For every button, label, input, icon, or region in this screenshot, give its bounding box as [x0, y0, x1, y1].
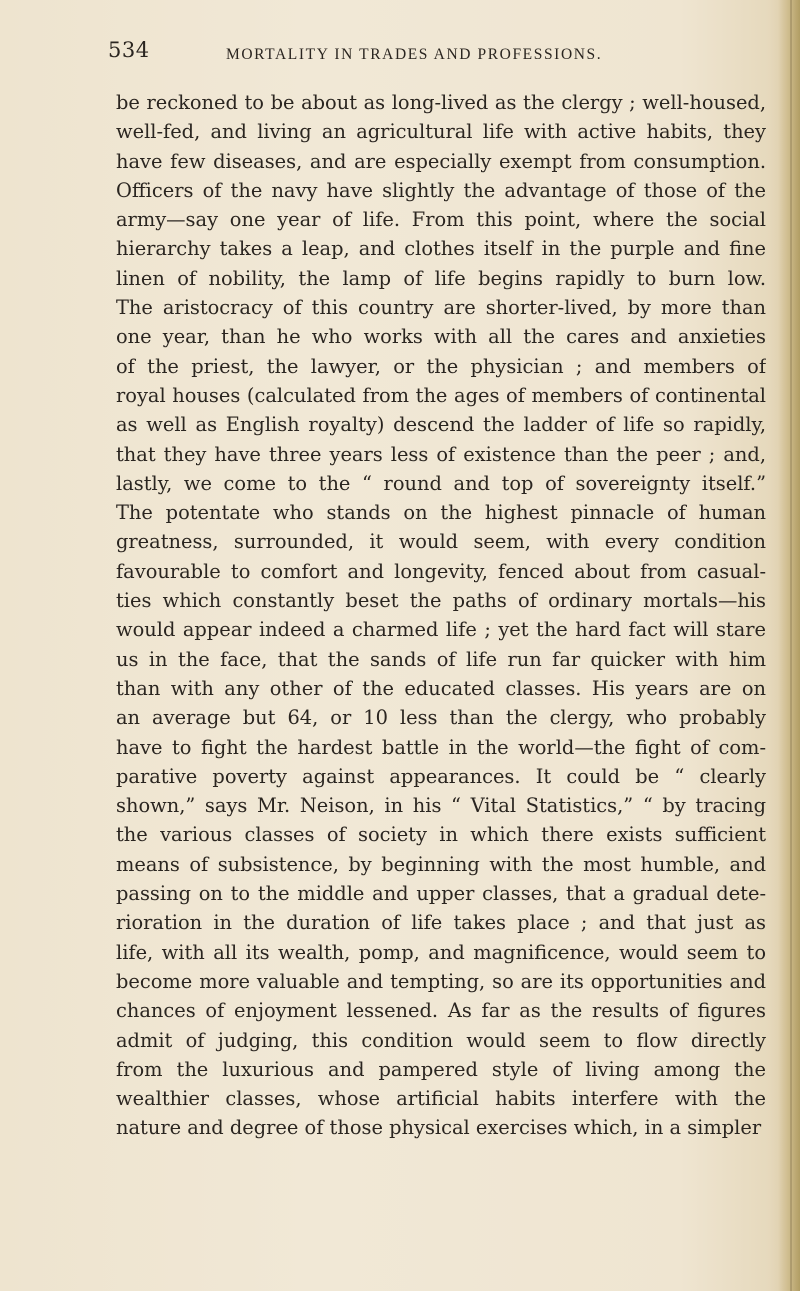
text-line: than with any other of the educated classes. His years are on: [116, 676, 766, 700]
page-edge-shadow: [778, 0, 800, 1291]
page-number: 534: [108, 38, 150, 62]
text-line: passing on to the middle and upper classes, that a gradual dete-: [116, 882, 766, 906]
text-line: an average but 64, or 10 less than the clergy, who probably: [116, 706, 766, 730]
text-line: hierarchy takes a leap, and clothes itself in the purple and fine: [116, 237, 766, 261]
text-line: well-fed, and living an agricultural life with active habits, they: [116, 120, 766, 144]
text-line: wealthier classes, whose artificial habits interfere with the: [116, 1087, 766, 1111]
text-line: one year, than he who works with all the cares and anxieties: [116, 325, 766, 349]
text-line: from the luxurious and pampered style of living among the: [116, 1057, 766, 1081]
text-line: of the priest, the lawyer, or the physician ; and members of: [116, 354, 766, 378]
text-line: the various classes of society in which there exists sufficient: [116, 823, 766, 847]
page-edge-line: [790, 0, 792, 1291]
text-line: means of subsistence, by beginning with the most humble, and: [116, 852, 766, 876]
text-line: nature and degree of those physical exercises which, in a simpler: [116, 1116, 762, 1140]
text-line: Officers of the navy have slightly the advantage of those of the: [116, 178, 766, 202]
running-head: MORTALITY IN TRADES AND PROFESSIONS.: [226, 46, 603, 63]
text-line: as well as English royalty) descend the ladder of life so rapidly,: [116, 413, 766, 437]
text-line: admit of judging, this condition would seem to flow directly: [116, 1028, 766, 1052]
text-line: be reckoned to be about as long-lived as the clergy ; well-housed,: [116, 91, 766, 114]
body-text: [116, 88, 766, 1143]
text-line: favourable to comfort and longevity, fenced about from casual-: [116, 559, 766, 583]
text-line: linen of nobility, the lamp of life begins rapidly to burn low.: [116, 266, 766, 290]
text-line: royal houses (calculated from the ages of members of continental: [116, 383, 766, 407]
text-line: The aristocracy of this country are shorter-lived, by more than: [116, 296, 766, 320]
text-line: The potentate who stands on the highest pinnacle of human: [116, 501, 766, 525]
text-line: us in the face, that the sands of life run far quicker with him: [116, 647, 766, 671]
text-line: become more valuable and tempting, so are its opportunities and: [116, 969, 766, 993]
text-line: life, with all its wealth, pomp, and magnificence, would seem to: [116, 940, 766, 964]
text-line: rioration in the duration of life takes place ; and that just as: [116, 911, 766, 935]
text-line: greatness, surrounded, it would seem, with every condition: [116, 530, 766, 554]
text-line: that they have three years less of existence than the peer ; and,: [116, 442, 766, 466]
text-line: have to fight the hardest battle in the world—the fight of com-: [116, 735, 766, 759]
text-line: shown,” says Mr. Neison, in his “ Vital Statistics,” “ by tracing: [116, 794, 766, 818]
text-line: lastly, we come to the “ round and top of sovereignty itself.”: [116, 471, 766, 495]
text-line: chances of enjoyment lessened. As far as the results of figures: [116, 999, 766, 1023]
text-line: parative poverty against appearances. It could be “ clearly: [116, 764, 766, 788]
page-header: [108, 38, 768, 72]
text-line: have few diseases, and are especially exempt from consumption.: [116, 149, 766, 173]
text-line: army—say one year of life. From this point, where the social: [116, 208, 766, 232]
text-line: ties which constantly beset the paths of ordinary mortals—his: [116, 589, 766, 613]
text-line: would appear indeed a charmed life ; yet the hard fact will stare: [116, 618, 766, 642]
